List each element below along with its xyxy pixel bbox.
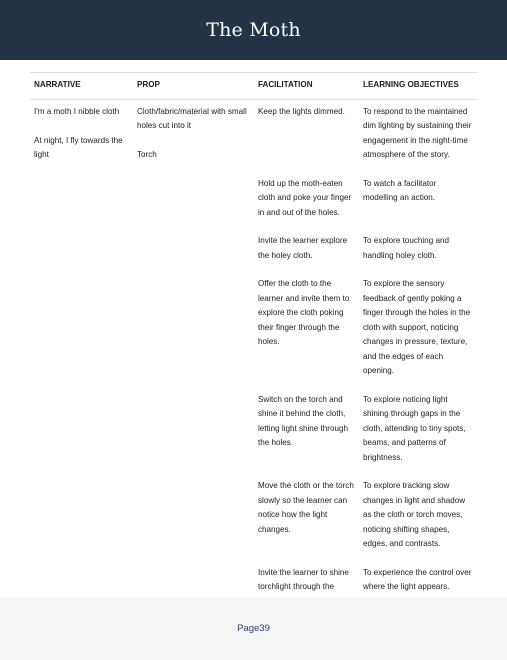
table-row bbox=[30, 99, 477, 163]
narrative-line: I'm a moth I nibble cloth bbox=[34, 106, 120, 116]
table-row bbox=[30, 465, 477, 552]
prop-line: Torch bbox=[137, 150, 157, 159]
objective-cell: To respond to the maintained dim lighting by sustaining their engagement in the night-time atmosphere of the story. bbox=[363, 106, 472, 159]
lesson-table bbox=[30, 72, 477, 609]
page-number: Page39 bbox=[237, 623, 270, 634]
table-row bbox=[30, 220, 477, 263]
objective-cell: To explore the sensory feedback of gently poking a finger through the holes in the cloth with support, noticing changes in pressure, texture, and the edges of each opening. bbox=[363, 279, 471, 375]
header-bar bbox=[0, 0, 507, 60]
objective-cell: To watch a facilitator modelling an action. bbox=[363, 178, 437, 202]
facilitation-cell: Invite the learner to shine torchlight through the bbox=[258, 567, 349, 591]
facilitation-cell: Hold up the moth-eaten cloth and poke your finger in and out of the holes. bbox=[258, 178, 352, 217]
prop-cell bbox=[133, 99, 254, 163]
table-header-row bbox=[30, 73, 477, 100]
column-header-learning-objectives: LEARNING OBJECTIVES bbox=[359, 73, 477, 100]
prop-line: Cloth/fabric/material with small holes cut into it bbox=[137, 106, 247, 130]
table-row bbox=[30, 263, 477, 379]
page-body bbox=[0, 60, 507, 597]
facilitation-cell: Keep the lights dimmed. bbox=[258, 106, 345, 116]
column-header-facilitation: FACILITATION bbox=[254, 73, 359, 100]
narrative-line: At night, I fly towards the light bbox=[34, 135, 123, 159]
table-row bbox=[30, 379, 477, 466]
narrative-cell bbox=[30, 99, 133, 163]
facilitation-cell: Switch on the torch and shine it behind the cloth, letting light shine through the holes. bbox=[258, 394, 348, 447]
page-title: The Moth bbox=[206, 19, 301, 41]
column-header-narrative: NARRATIVE bbox=[30, 73, 133, 100]
objective-cell: To explore noticing light shining through gaps in the cloth, attending to tiny spots, beams, and patterns of brightness. bbox=[363, 394, 466, 462]
objective-cell: To explore tracking slow changes in light and shadow as the cloth or torch moves, noticing shifting shapes, edges, and contrasts. bbox=[363, 481, 466, 548]
page-footer bbox=[0, 597, 507, 660]
column-header-prop: PROP bbox=[133, 73, 254, 100]
facilitation-cell: Offer the cloth to the learner and invite them to explore the cloth poking their finger through the holes. bbox=[258, 279, 350, 346]
objective-cell: To experience the control over where the light appears. bbox=[363, 567, 472, 591]
facilitation-cell: Invite the learner explore the holey cloth. bbox=[258, 236, 348, 260]
facilitation-cell: Move the cloth or the torch slowly so the learner can notice how the light changes. bbox=[258, 481, 354, 534]
objective-cell: To explore touching and handling holey cloth. bbox=[363, 236, 449, 260]
table-row bbox=[30, 163, 477, 221]
